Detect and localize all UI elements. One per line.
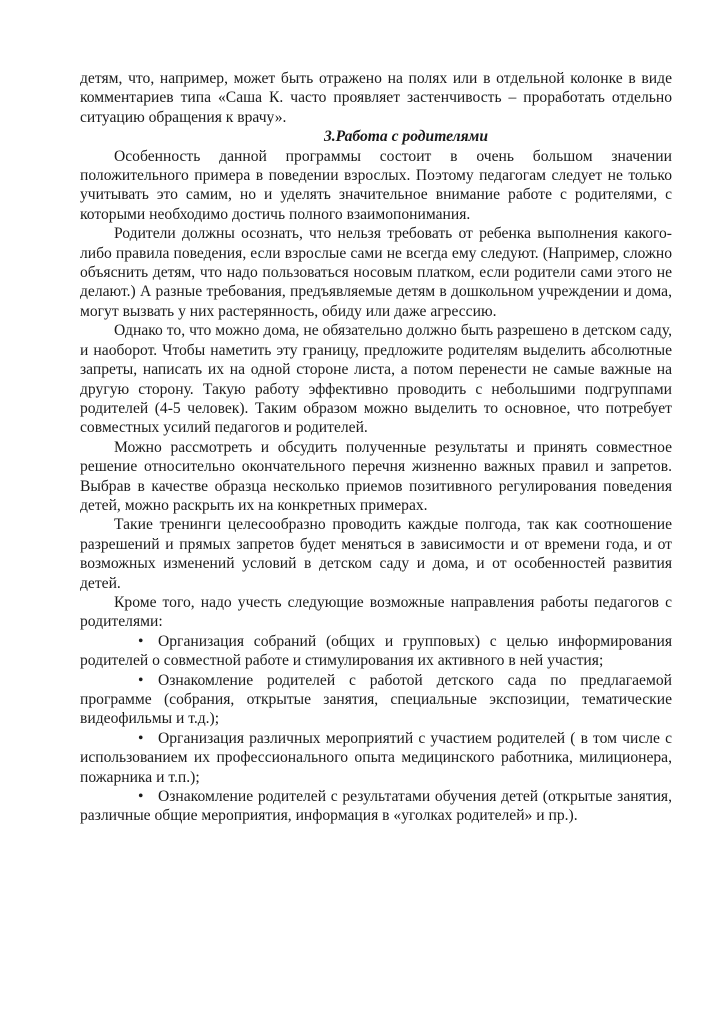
bullet-item [80, 632, 672, 671]
bullet-icon: • [138, 671, 144, 689]
bullet-icon: • [138, 788, 144, 806]
bullet-text: Организация различных мероприятий с участием родителей ( в том числе с использованием их профессионального опыта медицинского работника, милиционера, пожарника и т.п.); [80, 729, 672, 786]
bullet-icon: • [138, 632, 144, 650]
document-page [80, 69, 672, 826]
bullet-text: Организация собраний (общих и групповых) с целью информирования родителей о совместной работе и стимулирования их активного в ней участия; [80, 632, 672, 670]
section-heading: 3.Работа с родителями [323, 128, 489, 146]
paragraph: Такие тренинги целесообразно проводить каждые полгода, так как соотношение разрешений и прямых запретов будет меняться в зависимости и от времени года, и от возможных изменений условий в детском саду и дома, и от особенностей развития детей. [80, 516, 672, 592]
paragraph: Родители должны осознать, что нельзя требовать от ребенка выполнения какого-либо правила поведения, если взрослые сами не всегда ему следуют. (Например, сложно объяснить детям, что надо пользоваться носовым платком, если родители сами этого не делают.) А разные требования, предъявляемые детям в дошкольном учреждении и дома, могут вызвать у них растерянность, обиду или даже агрессию. [80, 225, 672, 320]
bullet-item [80, 787, 672, 826]
bullet-icon: • [138, 729, 144, 747]
bullet-text: Ознакомление родителей с результатами обучения детей (открытые занятия, различные общие мероприятия, информация в «уголках родителей» и пр.). [80, 788, 672, 825]
bullet-item [80, 729, 672, 787]
paragraph: Однако то, что можно дома, не обязательно должно быть разрешено в детском саду, и наоборот. Чтобы наметить эту границу, предложите родителям выделить абсолютные запреты, написать их на одной стороне листа, а потом перенести не самые важные на другую сторону. Такую работу эффективно проводить с небольшими подгруппами родителей (4-5 человек). Таким образом можно выделить то основное, что потребует совместных усилий педагогов и родителей. [80, 322, 672, 437]
paragraph: Можно рассмотреть и обсудить полученные результаты и принять совместное решение относительно окончательного перечня жизненно важных правил и запретов. Выбрав в качестве образца несколько приемов позитивного регулирования поведения детей, можно раскрыть их на конкретных примерах. [80, 438, 672, 514]
paragraph: Особенность данной программы состоит в очень большом значении положительного примера в поведении взрослых. Поэтому педагогам следует не только учитывать это самим, но и уделять значительное внимание работе с родителями, с которыми необходимо достичь полного взаимопонимания. [80, 147, 672, 223]
intro-paragraph: детям, что, например, может быть отражено на полях или в отдельной колонке в виде комментариев типа «Саша К. часто проявляет застенчивость – проработать отдельно ситуацию обращения к врачу». [80, 70, 672, 126]
bullet-text: Ознакомление родителей с работой детского сада по предлагаемой программе (собрания, открытые занятия, специальные экспозиции, тематические видеофильмы и т.д.); [80, 671, 672, 728]
bullet-item [80, 671, 672, 729]
paragraph: Кроме того, надо учесть следующие возможные направления работы педагогов с родителями: [80, 593, 672, 631]
